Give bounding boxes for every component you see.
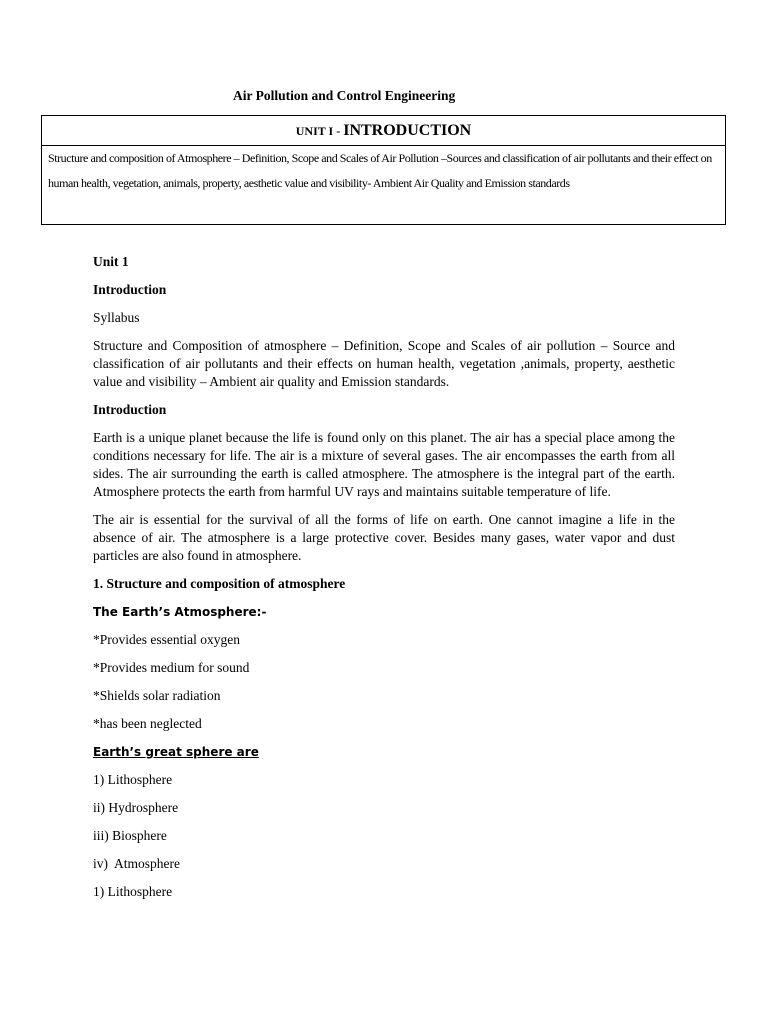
- introduction-heading: Introduction: [93, 282, 167, 297]
- unit-heading-prefix: UNIT I -: [295, 124, 344, 138]
- section-1-heading: 1. Structure and composition of atmosphere: [93, 576, 346, 591]
- syllabus-paragraph: Structure and Composition of atmosphere – Definition, Scope and Scales of air pollution – Source and classification of air pollutants and their effects on human health, vegetation ,animals, property, aesthetic value and visibility – Ambient air quality and Emission standards.: [93, 338, 675, 389]
- list-item: 1) Lithosphere: [93, 772, 173, 787]
- atmosphere-heading: The Earth’s Atmosphere:-: [93, 605, 267, 619]
- list-item: ii) Hydrosphere: [93, 800, 179, 815]
- spheres-list: [93, 771, 675, 901]
- unit-heading: [42, 116, 725, 146]
- atmosphere-points-list: [93, 631, 675, 733]
- list-item: *has been neglected: [93, 716, 202, 731]
- document-title: Air Pollution and Control Engineering: [233, 88, 456, 103]
- unit-label: Unit 1: [93, 254, 129, 269]
- list-item: *Provides medium for sound: [93, 660, 250, 675]
- list-item: *Shields solar radiation: [93, 688, 221, 703]
- list-item: iv) Atmosphere: [93, 856, 180, 871]
- unit-syllabus-text: Structure and composition of Atmosphere – Definition, Scope and Scales of Air Pollution –Sources and classification of air pollutants and their effect on human health, vegetation, animals, property, aesthetic value and visibility- Ambient Air Quality and Emission standards: [48, 151, 712, 190]
- list-item: 1) Lithosphere: [93, 884, 173, 899]
- list-item: *Provides essential oxygen: [93, 632, 240, 647]
- spheres-heading: Earth’s great sphere are: [93, 745, 259, 759]
- document-body: [93, 253, 675, 911]
- unit-summary-box: [41, 115, 726, 225]
- introduction-heading-2: Introduction: [93, 402, 167, 417]
- unit-heading-main: INTRODUCTION: [343, 122, 472, 139]
- syllabus-label: Syllabus: [93, 310, 140, 325]
- intro-paragraph-1: Earth is a unique planet because the life is found only on this planet. The air has a special place among the conditions necessary for life. The air is a mixture of several gases. The air encompasses the earth from all sides. The air surrounding the earth is called atmosphere. The atmosphere is the integral part of the earth. Atmosphere protects the earth from harmful UV rays and maintains suitable temperature of life.: [93, 430, 675, 499]
- intro-paragraph-2: The air is essential for the survival of all the forms of life on earth. One cannot imagine a life in the absence of air. The atmosphere is a large protective cover. Besides many gases, water vapor and dust particles are also found in atmosphere.: [93, 512, 675, 563]
- list-item: iii) Biosphere: [93, 828, 167, 843]
